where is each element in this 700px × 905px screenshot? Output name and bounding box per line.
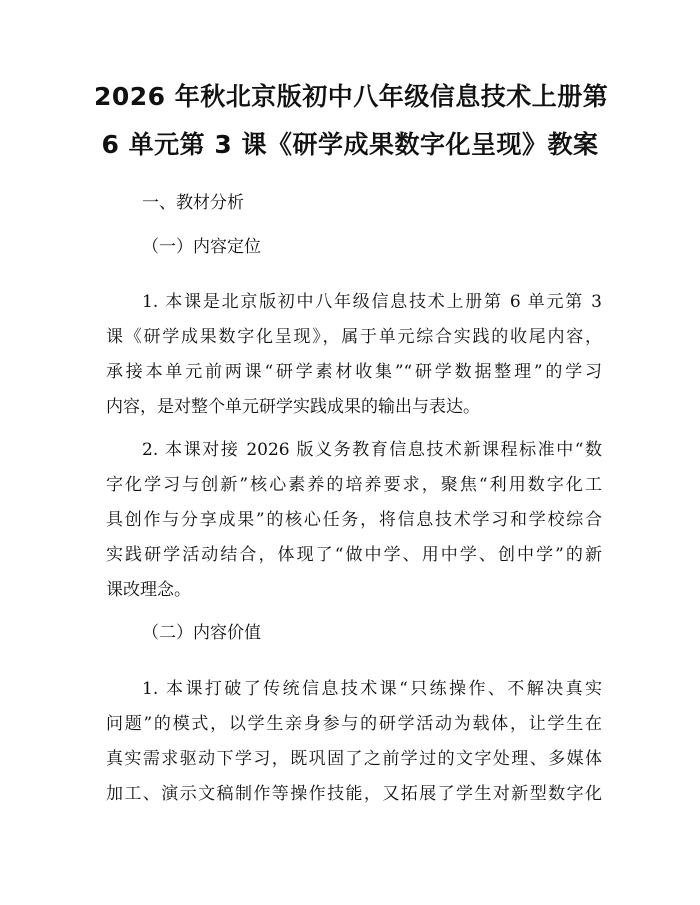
paragraph-line: 内容，是对整个单元研学实践成果的输出与表达。 [106,397,480,417]
paragraph-line: 1. 本课打破了传统信息技术课“只练操作、不解决真实 [142,679,602,699]
document-title-line-1: 2026 年秋北京版初中八年级信息技术上册第 [94,82,609,111]
paragraph-line: 具创作与分享成果”的核心任务，将信息技术学习和学校综合 [106,510,602,530]
paragraph-line: 课《研学成果数字化呈现》，属于单元综合实践的收尾内容， [106,327,602,347]
section-heading-teaching-material-analysis: 一、教材分析 [142,193,244,213]
paragraph-line: 加工、演示文稿制作等操作技能，又拓展了学生对新型数字化 [106,784,602,804]
paragraph-line: 课改理念。 [106,580,191,600]
paragraph-line: 实践研学活动结合，体现了“做中学、用中学、创中学”的新 [106,545,602,565]
paragraph-line: 承接本单元前两课“研学素材收集”“研学数据整理”的学习 [106,362,602,382]
paragraph-line: 1. 本课是北京版初中八年级信息技术上册第 6 单元第 3 [142,292,602,312]
paragraph-value-1 [106,672,602,812]
paragraph-positioning-2 [106,433,602,608]
subsection-heading-content-value: （二）内容价值 [142,623,261,643]
paragraph-positioning-1 [106,285,602,425]
paragraph-line: 真实需求驱动下学习，既巩固了之前学过的文字处理、多媒体 [106,749,602,769]
paragraph-line: 2. 本课对接 2026 版义务教育信息技术新课程标准中“数 [142,440,602,460]
paragraph-line: 字化学习与创新”核心素养的培养要求，聚焦“利用数字化工 [106,475,602,495]
document-title-line-2: 6 单元第 3 课《研学成果数字化呈现》教案 [101,130,599,159]
paragraph-line: 问题”的模式，以学生亲身参与的研学活动为载体，让学生在 [106,714,602,734]
subsection-heading-content-positioning: （一）内容定位 [142,237,261,257]
